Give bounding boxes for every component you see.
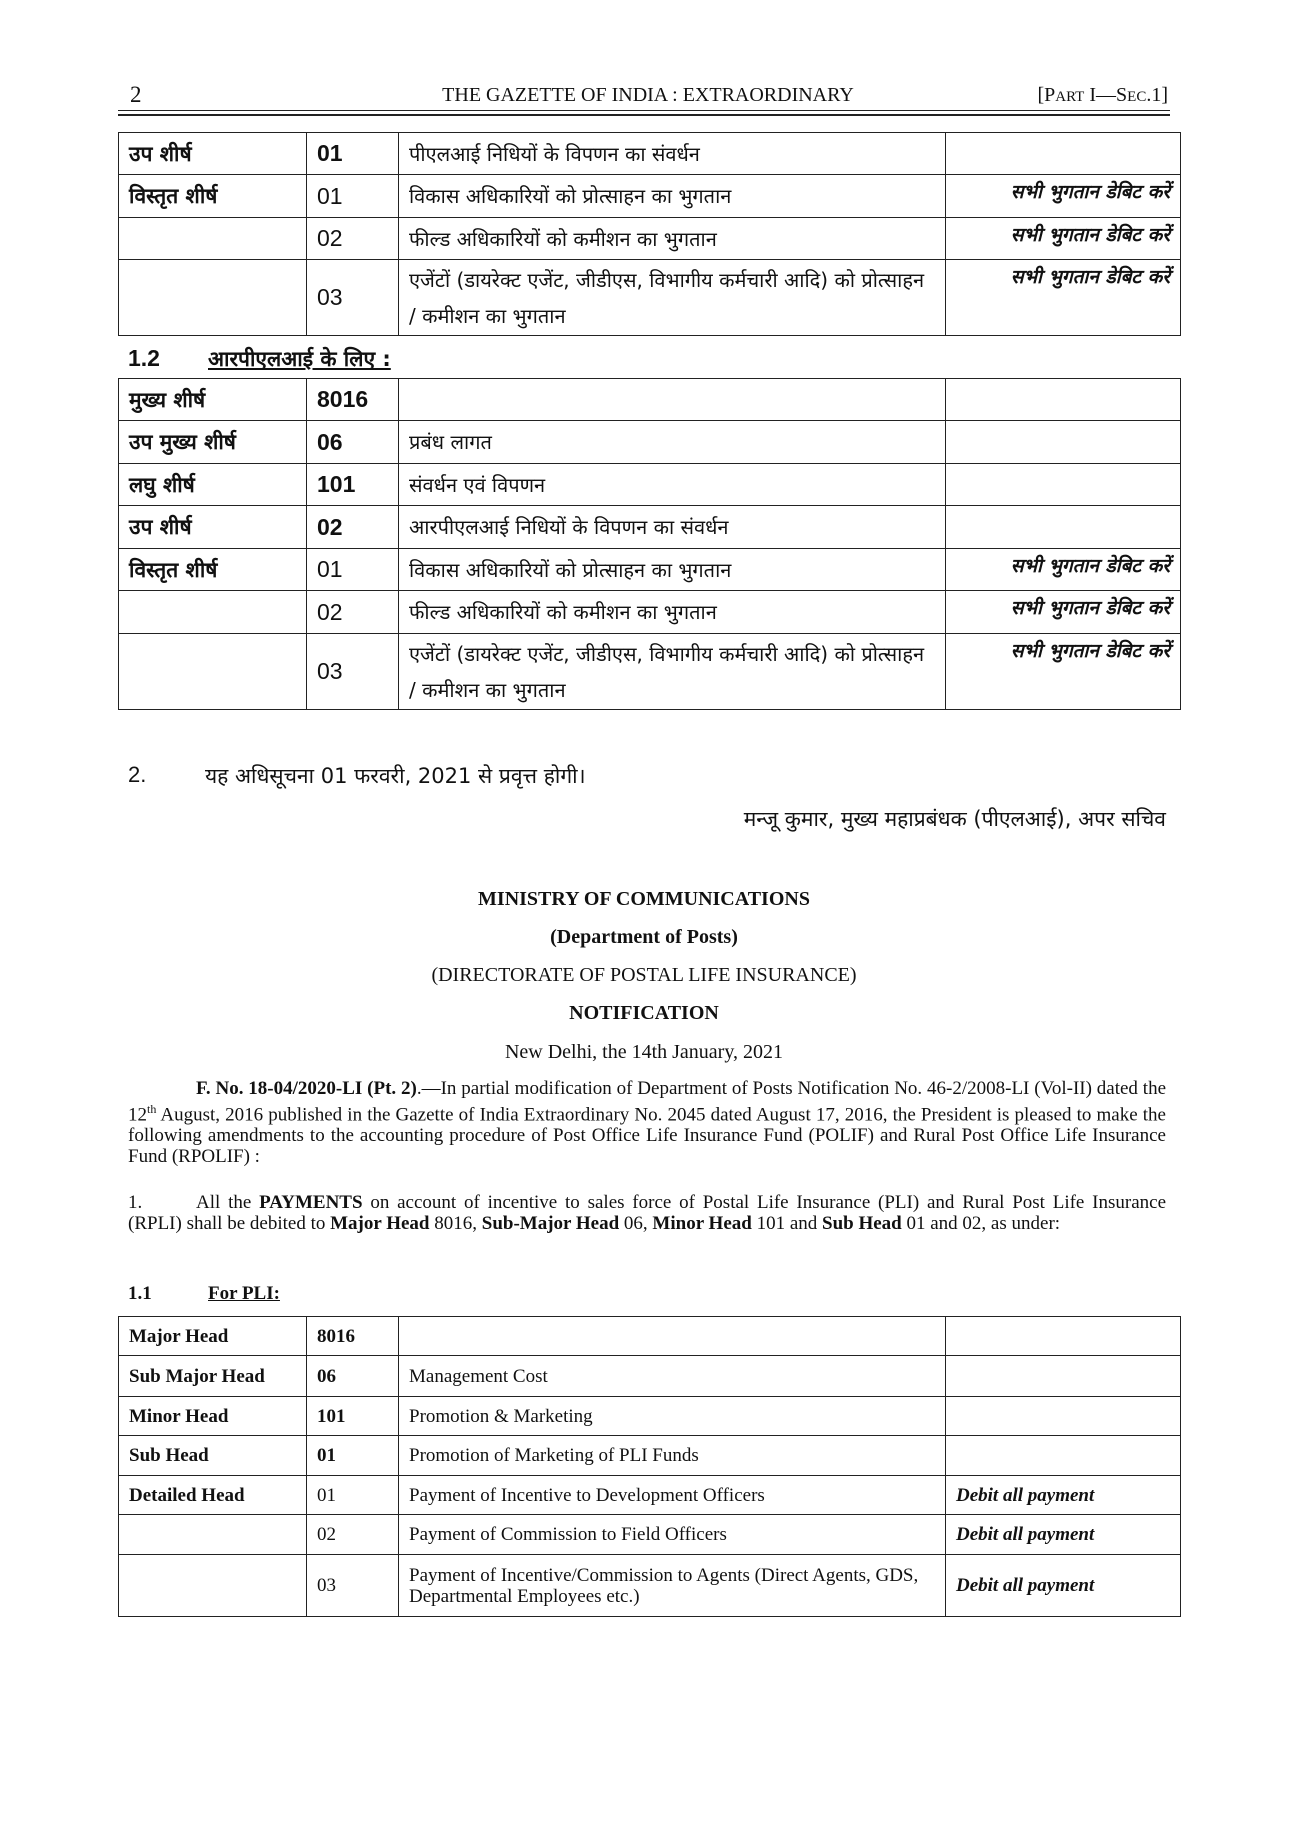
desc-cell: Promotion & Marketing (399, 1397, 946, 1436)
note-cell: सभी भुगतान डेबिट करें (946, 260, 1181, 336)
code-cell: 03 (307, 1555, 399, 1617)
table-row (119, 421, 1181, 464)
desc-cell: फील्ड अधिकारियों को कमीशन का भुगतान (399, 218, 946, 260)
section-heading-1-1 (128, 1283, 280, 1305)
head-cell: Sub Major Head (119, 1356, 307, 1397)
desc-cell: संवर्धन एवं विपणन (399, 464, 946, 506)
place-date: New Delhi, the 14th January, 2021 (504, 1041, 784, 1063)
desc-cell: प्रबंध लागत (399, 421, 946, 464)
head-cell (119, 218, 307, 260)
desc-cell: एजेंटों (डायरेक्ट एजेंट, जीडीएस, विभागीय कर्मचारी आदि) को प्रोत्साहन / कमीशन का भुगतान (399, 634, 946, 710)
code-cell: 8016 (307, 1317, 399, 1356)
desc-cell: आरपीएलआई निधियों के विपणन का संवर्धन (399, 506, 946, 549)
header-rule-thick (118, 114, 1170, 116)
code-cell: 01 (307, 549, 399, 591)
note-cell (946, 421, 1181, 464)
table-row (119, 1476, 1181, 1515)
table-row (119, 1317, 1181, 1356)
table-row (119, 133, 1181, 175)
table-row (119, 1356, 1181, 1397)
desc-cell (399, 379, 946, 421)
note-cell (946, 464, 1181, 506)
hindi-paragraph-2 (128, 762, 1168, 788)
code-cell: 01 (307, 133, 399, 175)
code-cell: 03 (307, 260, 399, 336)
paragraph-number: 2. (128, 762, 147, 787)
head-cell: उप शीर्ष (119, 133, 307, 175)
paragraph-text: यह अधिसूचना 01 फरवरी, 2021 से प्रवृत्त होगी। (205, 764, 586, 788)
hindi-pli-table-continued (118, 132, 1181, 336)
table-row (119, 1436, 1181, 1476)
table-row (119, 260, 1181, 336)
note-cell: Debit all payment (946, 1515, 1181, 1555)
code-cell: 01 (307, 1476, 399, 1515)
section-number: 1.2 (128, 345, 160, 371)
desc-cell: Management Cost (399, 1356, 946, 1397)
note-cell (946, 1356, 1181, 1397)
head-cell: विस्तृत शीर्ष (119, 175, 307, 218)
pli-table (118, 1316, 1181, 1617)
desc-cell (399, 1317, 946, 1356)
desc-cell: विकास अधिकारियों को प्रोत्साहन का भुगतान (399, 175, 946, 218)
code-cell: 101 (307, 464, 399, 506)
head-cell: लघु शीर्ष (119, 464, 307, 506)
table-row (119, 1515, 1181, 1555)
part-section-label: [PART I—SEC.1] (1037, 84, 1168, 106)
gazette-title: THE GAZETTE OF INDIA : EXTRAORDINARY (442, 84, 854, 106)
note-cell (946, 1397, 1181, 1436)
code-cell: 02 (307, 1515, 399, 1555)
head-cell (119, 1555, 307, 1617)
head-cell: Detailed Head (119, 1476, 307, 1515)
head-cell: मुख्य शीर्ष (119, 379, 307, 421)
hindi-signatory: मन्जू कुमार, मुख्य महाप्रबंधक (पीएलआई), अपर सचिव (743, 807, 1166, 831)
table-row (119, 464, 1181, 506)
section-title: For PLI: (208, 1283, 280, 1304)
code-cell: 03 (307, 634, 399, 710)
head-cell: Minor Head (119, 1397, 307, 1436)
ministry-heading: MINISTRY OF COMMUNICATIONS (478, 888, 810, 910)
desc-cell: विकास अधिकारियों को प्रोत्साहन का भुगतान (399, 549, 946, 591)
desc-cell: एजेंटों (डायरेक्ट एजेंट, जीडीएस, विभागीय कर्मचारी आदि) को प्रोत्साहन / कमीशन का भुगतान (399, 260, 946, 336)
head-cell (119, 1515, 307, 1555)
code-cell: 101 (307, 1397, 399, 1436)
note-cell (946, 506, 1181, 549)
code-cell: 02 (307, 218, 399, 260)
desc-cell: Payment of Incentive/Commission to Agents (Direct Agents, GDS, Departmental Employees etc.) (399, 1555, 946, 1617)
note-cell: Debit all payment (946, 1476, 1181, 1515)
table-row (119, 591, 1181, 634)
section-heading-1-2 (128, 345, 391, 372)
desc-cell: Payment of Commission to Field Officers (399, 1515, 946, 1555)
note-cell (946, 1436, 1181, 1476)
head-cell: Sub Head (119, 1436, 307, 1476)
desc-cell: Promotion of Marketing of PLI Funds (399, 1436, 946, 1476)
header-rule-thin (118, 110, 1170, 111)
code-cell: 02 (307, 506, 399, 549)
code-cell: 06 (307, 1356, 399, 1397)
table-row (119, 634, 1181, 710)
table-row (119, 175, 1181, 218)
desc-cell: फील्ड अधिकारियों को कमीशन का भुगतान (399, 591, 946, 634)
note-cell: सभी भुगतान डेबिट करें (946, 175, 1181, 218)
head-cell: उप मुख्य शीर्ष (119, 421, 307, 464)
table-row (119, 506, 1181, 549)
desc-cell: Payment of Incentive to Development Officers (399, 1476, 946, 1515)
table-row (119, 549, 1181, 591)
head-cell: उप शीर्ष (119, 506, 307, 549)
note-cell: सभी भुगतान डेबिट करें (946, 218, 1181, 260)
note-cell: सभी भुगतान डेबिट करें (946, 591, 1181, 634)
code-cell: 01 (307, 1436, 399, 1476)
head-cell: विस्तृत शीर्ष (119, 549, 307, 591)
note-cell: Debit all payment (946, 1555, 1181, 1617)
table-row (119, 379, 1181, 421)
code-cell: 8016 (307, 379, 399, 421)
code-cell: 01 (307, 175, 399, 218)
table-row (119, 1555, 1181, 1617)
running-header (128, 82, 1168, 112)
note-cell (946, 1317, 1181, 1356)
table-row (119, 218, 1181, 260)
department-heading: (Department of Posts) (550, 926, 738, 948)
notification-heading: NOTIFICATION (569, 1002, 719, 1024)
section-number: 1.1 (128, 1283, 152, 1304)
table-row (119, 1397, 1181, 1436)
file-number: F. No. 18-04/2020-LI (Pt. 2) (196, 1078, 417, 1099)
code-cell: 06 (307, 421, 399, 464)
note-cell (946, 379, 1181, 421)
page-number: 2 (130, 82, 142, 107)
head-cell (119, 260, 307, 336)
head-cell (119, 591, 307, 634)
head-cell: Major Head (119, 1317, 307, 1356)
directorate-heading: (DIRECTORATE OF POSTAL LIFE INSURANCE) (431, 964, 857, 986)
head-cell (119, 634, 307, 710)
desc-cell: पीएलआई निधियों के विपणन का संवर्धन (399, 133, 946, 175)
note-cell: सभी भुगतान डेबिट करें (946, 634, 1181, 710)
note-cell (946, 133, 1181, 175)
paragraph-1: 1. All the PAYMENTS on account of incentive to sales force of Postal Life Insurance (PLI) and Rural Post Life Insurance (RPLI) shall be debited to Major Head 8016, Sub-Major Head 06, Minor Head 101 and Sub Head 01 and 02, as under: (128, 1192, 1167, 1234)
preamble-paragraph: F. No. 18-04/2020-LI (Pt. 2).—In partial modification of Department of Posts Notification No. 46-2/2008-LI (Vol-II) dated the 12th August, 2016 published in the Gazette of India Extraordinary No. 2045 dated August 17, 2016, the President is pleased to make the following amendments to the accounting procedure of Post Office Life Insurance Fund (POLIF) and Rural Post Office Life Insurance Fund (RPOLIF) : (128, 1078, 1167, 1168)
section-title: आरपीएलआई के लिए : (208, 347, 391, 371)
note-cell: सभी भुगतान डेबिट करें (946, 549, 1181, 591)
code-cell: 02 (307, 591, 399, 634)
hindi-rpli-table (118, 378, 1181, 710)
